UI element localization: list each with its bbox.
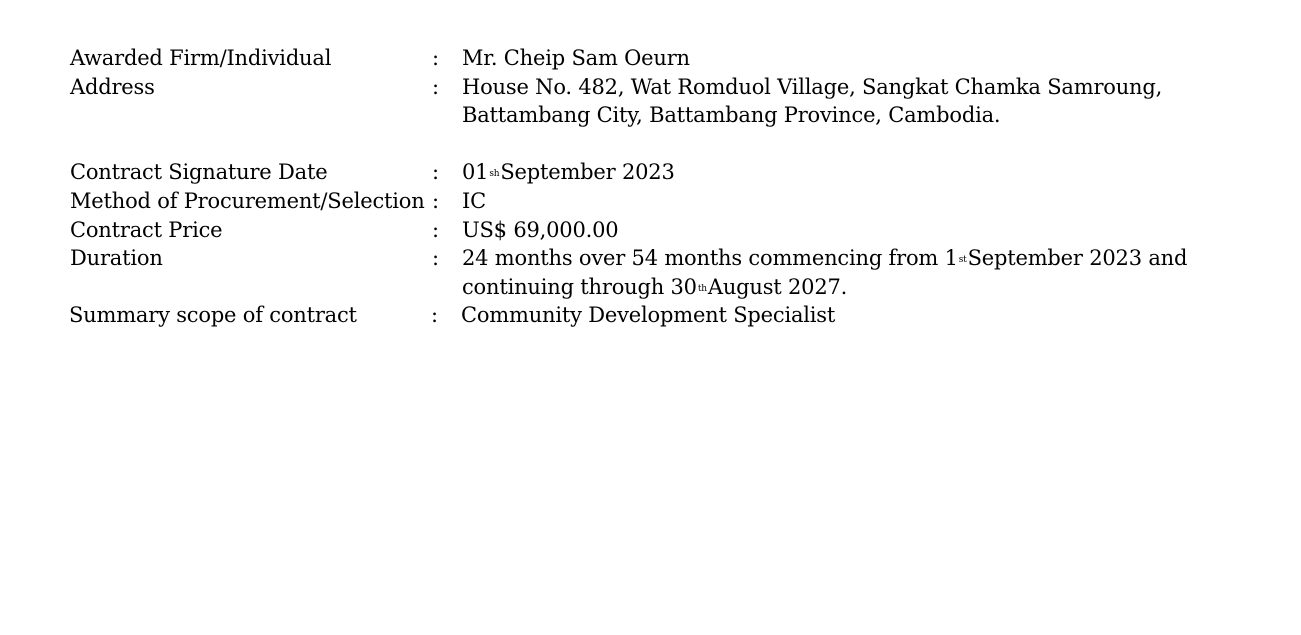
contract-award-details (70, 44, 1250, 330)
awarded-colon: : (432, 46, 440, 70)
summary-label: Summary scope of contract (69, 303, 357, 328)
signature-date-suffix: sh (489, 169, 500, 180)
address-label: Address (70, 74, 155, 99)
duration-colon: : (432, 246, 440, 271)
duration-line-2-part-1: continuing through 30 (462, 274, 697, 299)
duration-row (70, 244, 1250, 301)
duration-line-2-suffix: th (697, 283, 707, 294)
duration-line-1-part-1: 24 months over 54 months commencing from 1 (462, 246, 958, 271)
method-label: Method of Procurement/Selection (70, 188, 425, 213)
section-spacer (70, 130, 1250, 159)
signature-date-value (462, 158, 1250, 187)
address-line-2: Battambang City, Battambang Province, Cambodia. (462, 103, 1001, 128)
summary-colon: : (431, 303, 439, 328)
summary-value: Community Development Specialist (461, 303, 836, 328)
duration-line-1-part-2: September 2023 and (967, 246, 1188, 271)
signature-date-label: Contract Signature Date (70, 160, 328, 185)
price-colon: : (432, 217, 440, 242)
price-value: US$ 69,000.00 (462, 217, 619, 242)
duration-line-1 (462, 244, 1250, 273)
duration-line-2 (462, 273, 1250, 302)
awarded-row (70, 44, 1250, 73)
signature-date-row (70, 158, 1250, 187)
price-label: Contract Price (70, 217, 223, 242)
duration-line-1-suffix: st (958, 255, 967, 266)
method-row (70, 187, 1250, 216)
method-colon: : (432, 188, 440, 213)
signature-date-rest: September 2023 (500, 160, 675, 185)
awarded-value: Mr. Cheip Sam Oeurn (462, 46, 690, 70)
address-row (70, 73, 1250, 130)
awarded-label: Awarded Firm/Individual (70, 46, 332, 70)
signature-date-day: 01 (462, 160, 489, 185)
signature-date-colon: : (432, 160, 440, 185)
address-colon: : (432, 74, 440, 99)
summary-row (70, 301, 1250, 330)
address-value (462, 73, 1250, 130)
method-value: IC (462, 188, 486, 213)
duration-label: Duration (70, 246, 163, 271)
duration-line-2-part-2: August 2027. (707, 274, 848, 299)
price-row (70, 216, 1250, 245)
address-line-1: House No. 482, Wat Romduol Village, Sangkat Chamka Samroung, (462, 74, 1163, 99)
signature-date-line (462, 158, 1250, 187)
duration-value (462, 244, 1250, 301)
